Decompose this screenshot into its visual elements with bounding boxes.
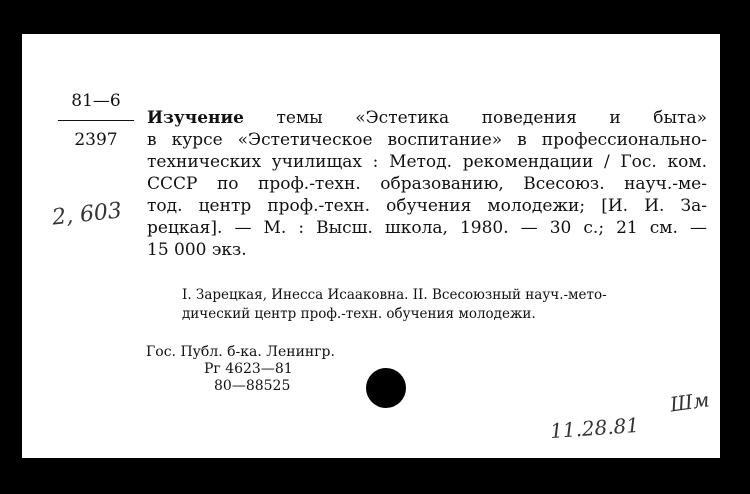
description-line-1: Изучение темы «Эстетика поведения и быта»	[147, 108, 707, 128]
call-number-bottom: 2397	[74, 130, 118, 150]
call-number	[58, 90, 134, 151]
call-number-divider	[58, 120, 134, 121]
accession-number: 80—88525	[214, 378, 291, 394]
description-line-2: в курсе «Эстетическое воспитание» в профессионально-	[147, 130, 707, 150]
description-lead-word: Изучение	[147, 108, 244, 128]
call-number-top: 81—6	[71, 91, 121, 111]
holding-info	[146, 344, 335, 395]
library-name: Гос. Публ. б-ка. Ленингр.	[146, 344, 335, 360]
description-line-6: рецкая]. — М. : Высш. школа, 1980. — 30 с.; 21 см. —	[147, 218, 707, 238]
description-line-7: 15 000 экз.	[147, 240, 247, 260]
tracings	[182, 286, 702, 324]
card-punch-hole	[366, 368, 406, 408]
handwritten-note-left: 2, 603	[50, 198, 124, 231]
tracing-line-1: I. Зарецкая, Инесса Исааковна. II. Всесоюзный науч.-мето-	[182, 287, 607, 303]
handwritten-date: 11.28.81	[549, 412, 640, 444]
bibliographic-description	[147, 107, 707, 261]
tracing-line-2: дический центр проф.-техн. обучения молодежи.	[182, 306, 536, 322]
description-line-5: тод. центр проф.-техн. обучения молодежи; [И. И. За-	[147, 196, 707, 216]
catalog-card	[22, 34, 720, 458]
description-line-4: СССР по проф.-техн. образованию, Всесоюз. науч.-ме-	[147, 174, 707, 194]
description-line-3: технических училищах : Метод. рекомендации / Гос. ком.	[147, 152, 707, 172]
handwritten-note-right-top: Шм	[668, 387, 711, 417]
registration-number: Рг 4623—81	[204, 361, 293, 377]
